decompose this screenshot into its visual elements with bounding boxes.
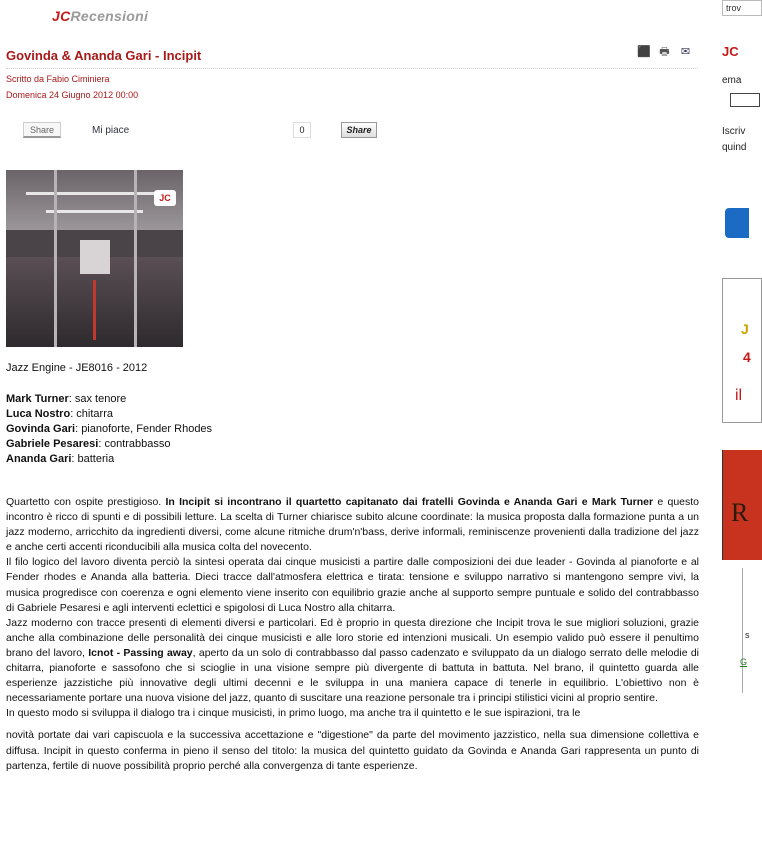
newsletter-email-field[interactable] bbox=[730, 93, 760, 107]
logo-jc: JC bbox=[52, 8, 71, 24]
paragraph bbox=[6, 616, 699, 707]
musician-name: Luca Nostro bbox=[6, 408, 71, 420]
cover-pole bbox=[134, 170, 137, 347]
like-button[interactable]: Mi piace bbox=[92, 125, 130, 136]
musician-name: Ananda Gari bbox=[6, 453, 72, 465]
lineup-row bbox=[6, 422, 212, 437]
newsletter-text: Iscriv bbox=[722, 126, 746, 137]
lineup-row bbox=[6, 452, 212, 467]
paragraph: novità portate dai vari capiscuola e la successiva accettazione e "digestione" da parte del movimento jazzistico, nella sua dimensione collettiva e diffusa. Incipit in questo conferma in pieno il senso del titolo: la musica del quintetto guidato da Govinda e Ananda Gari rappresenta un punto di partenza, fertile di nuove possibilità proprio perché alla convergenza di tante esperienze. bbox=[6, 729, 699, 772]
sidebar-banner-box[interactable] bbox=[722, 278, 762, 423]
musician-role: : pianoforte, Fender Rhodes bbox=[75, 423, 213, 435]
cover-light bbox=[46, 210, 143, 213]
banner-letter: R bbox=[731, 498, 749, 527]
musician-name: Mark Turner bbox=[6, 393, 69, 405]
cover-tunnel bbox=[80, 240, 110, 274]
musician-role: : sax tenore bbox=[68, 393, 127, 405]
title-divider bbox=[6, 68, 698, 69]
paragraph-text: Quartetto con ospite prestigioso. bbox=[6, 496, 166, 508]
banner-text: il bbox=[735, 387, 743, 404]
site-logo[interactable] bbox=[52, 8, 148, 24]
paragraph: In questo modo si sviluppa il dialogo tra i cinque musicisti, in primo luogo, ma anche tra il quintetto e le sue ispirazioni, tra le bbox=[6, 707, 581, 720]
sidebar-banner-red[interactable] bbox=[722, 450, 762, 560]
newsletter-email-label: ema bbox=[722, 75, 742, 86]
cover-red-line bbox=[93, 280, 96, 340]
musician-name: Govinda Gari bbox=[6, 423, 76, 435]
article-title[interactable]: Govinda & Ananda Gari - Incipit bbox=[6, 48, 202, 63]
newsletter-text: quind bbox=[722, 142, 747, 153]
banner-letter: J bbox=[741, 321, 749, 337]
pdf-icon[interactable]: ⬛ bbox=[637, 46, 651, 58]
article-tools bbox=[637, 46, 692, 59]
lineup-row bbox=[6, 392, 212, 407]
social-bar bbox=[23, 122, 383, 142]
track-title: Icnot - Passing away bbox=[88, 646, 193, 659]
like-count: 0 bbox=[293, 122, 311, 138]
print-icon[interactable]: 🖶 bbox=[659, 46, 670, 58]
article-date: Domenica 24 Giugno 2012 00:00 bbox=[6, 90, 139, 100]
cover-pole bbox=[54, 170, 57, 347]
musician-role: : batteria bbox=[71, 453, 115, 465]
album-label: Jazz Engine - JE8016 - 2012 bbox=[6, 362, 148, 374]
album-lineup bbox=[6, 392, 212, 467]
paragraph-text: Jazz moderno con tracce presenti di elementi diversi e particolari. Ed è proprio in questa direzione che Incipit trova le sue migliori soluzioni, grazie anche alla combinazione delle personalità dei cinque musicisti e alle loro storie ed intenzioni musicali. Un esempio valido può essere il penultimo brano del lavoro, bbox=[6, 616, 699, 659]
search-input[interactable]: trov bbox=[722, 0, 762, 16]
email-icon[interactable]: ✉ bbox=[680, 46, 691, 58]
paragraph bbox=[6, 495, 699, 555]
paragraph: Il filo logico del lavoro diventa perciò la sintesi operata dai cinque musicisti a partire dalle composizioni dei due leader - Govinda al pianoforte e al Fender rhodes e Ananda alla batteria. Dieci tracce dall'atmosfera elettrica e tirata: tensione e sviluppo narrativo si mantengono sempre vivi, la musica progredisce con coerenza e ogni elemento viene inserito con equilibrio grazie anche al supporto sempre puntuale e solido del contrabbasso di Gabriele Pesaresi e agli interventi eclettici e spigolosi di Luca Nostro alla chitarra. bbox=[6, 556, 699, 614]
article-body bbox=[6, 495, 699, 774]
article-author: Scritto da Fabio Ciminiera bbox=[6, 74, 110, 84]
album-cover-image bbox=[6, 170, 183, 347]
paragraph-text: , aperto da un solo di contrabbasso dal passo cadenzato e sviluppato da un dialogo serrato delle melodie di chitarra, pianoforte e sassofono che si scioglie in una visione sempre più divergente di battuta in battuta. Nel brano, il quintetto guarda alle esperienze jazzistiche più innovative degli ultimi decenni e le sviluppa in una maniera capace di tenerle in equilibrio. L'obiettivo non è necessariamente portare una nuova visione del jazz, quanto di suscitare una reazione personale tra i principi stilistici vicini al proprio sentire. bbox=[6, 646, 699, 705]
musician-role: : contrabbasso bbox=[98, 438, 171, 450]
sidebar-banner-blue[interactable] bbox=[725, 208, 749, 238]
sidebar-text: s bbox=[745, 630, 750, 640]
musician-role: : chitarra bbox=[70, 408, 113, 420]
cover-logo-badge: JC bbox=[154, 190, 176, 206]
lineup-row bbox=[6, 437, 212, 452]
banner-letter: 4 bbox=[743, 349, 751, 365]
paragraph-bold: In Incipit si incontrano il quartetto capitanato dai fratelli Govinda e Ananda Gari e Mark Turner bbox=[165, 496, 654, 508]
facebook-share-button[interactable]: Share bbox=[341, 122, 377, 138]
sidebar-link[interactable]: G bbox=[740, 657, 748, 667]
sidebar-divider bbox=[742, 568, 743, 693]
share-button[interactable]: Share bbox=[23, 122, 61, 138]
cover-light bbox=[26, 192, 163, 195]
logo-recensioni: Recensioni bbox=[70, 8, 149, 24]
lineup-row bbox=[6, 407, 212, 422]
sidebar-logo: JC bbox=[722, 44, 739, 59]
paragraph-text: e questo incontro è ricco di spunti e di possibili letture. La scelta di Turner chiarisce subito alcune coordinate: la musica proposta dalla formazione punta a un jazz moderno, arricchito da ingredienti diversi, come alcune ritmiche drum'n'bass, derive informali, reminiscenze provenienti dalla tradizione del jazz e anche certi accenti riconducibili alla musica colta del novecento. bbox=[6, 496, 700, 554]
musician-name: Gabriele Pesaresi bbox=[6, 438, 99, 450]
